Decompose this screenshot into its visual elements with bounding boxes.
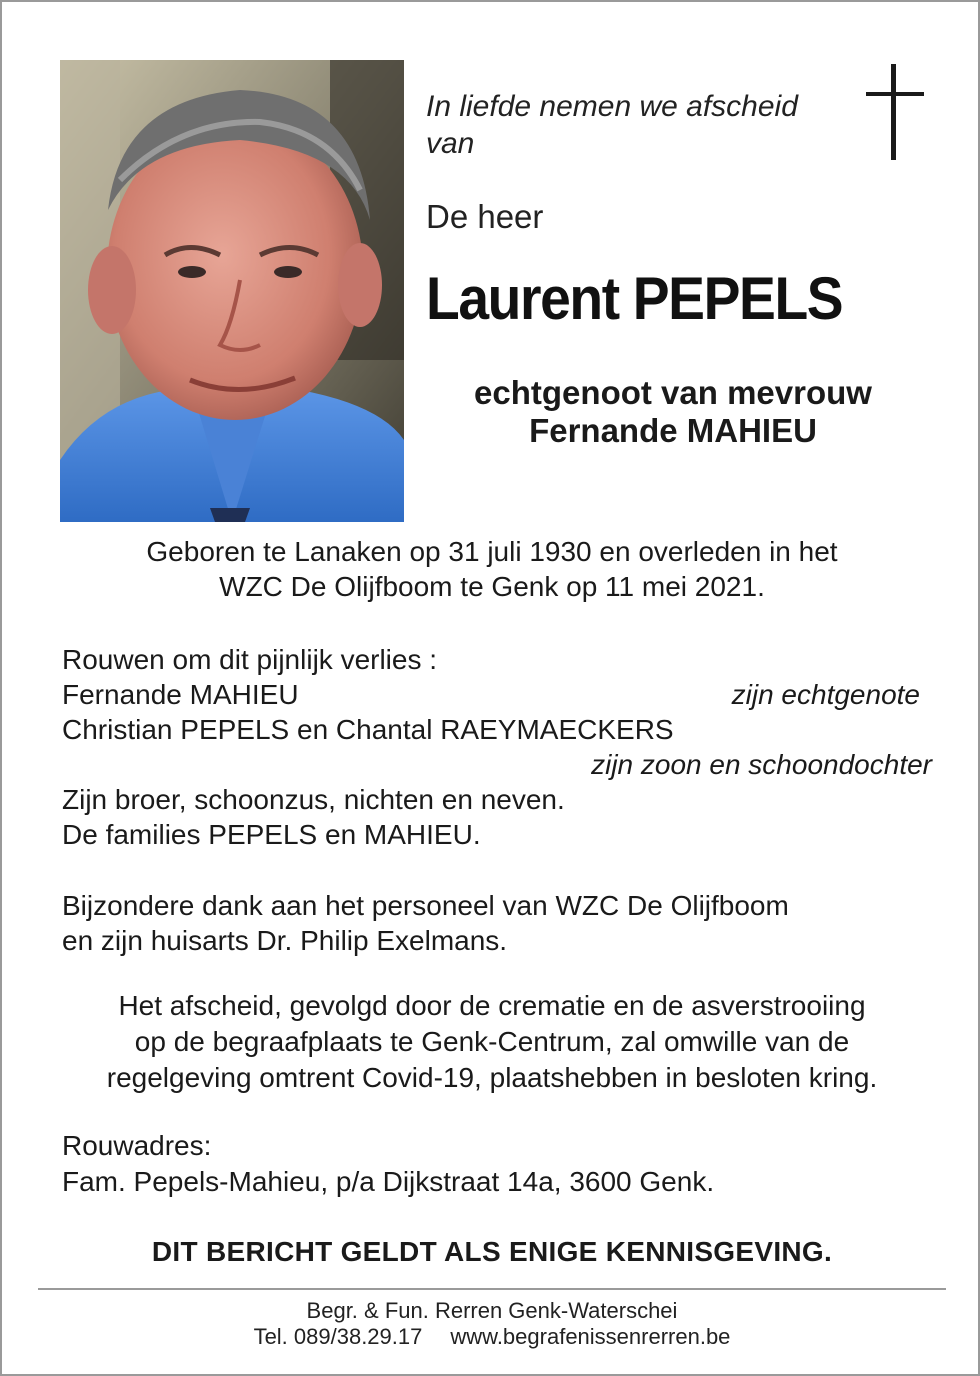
- thanks-line: en zijn huisarts Dr. Philip Exelmans.: [62, 925, 508, 956]
- spouse-name: Fernande MAHIEU: [529, 412, 817, 449]
- notice-text: DIT BERICHT GELDT ALS ENIGE KENNISGEVING.: [151, 1236, 833, 1267]
- intro-text: In liefde nemen we afscheid van: [426, 90, 798, 160]
- list-item: [62, 677, 932, 712]
- death-line: WZC De Olijfboom te Genk op 11 mei 2021.: [219, 571, 765, 602]
- mourner-others: Zijn broer, schoonzus, nichten en neven.: [62, 784, 565, 815]
- mourner-others: De families PEPELS en MAHIEU.: [62, 819, 481, 850]
- address-value: Fam. Pepels-Mahieu, p/a Dijkstraat 14a, 3600 Genk.: [62, 1166, 715, 1197]
- funeral-home-footer: [42, 1298, 942, 1350]
- mourner-relation: zijn echtgenote: [731, 679, 920, 710]
- ceremony-line: regelgeving omtrent Covid-19, plaatshebben in besloten kring.: [106, 1062, 878, 1093]
- mourner-name: Christian PEPELS en Chantal RAEYMAECKERS: [62, 714, 674, 745]
- address-label: Rouwadres:: [62, 1130, 212, 1161]
- spouse-block: [422, 374, 924, 450]
- mourner-relation: zijn zoon en schoondochter: [591, 749, 932, 780]
- phone-number: Tel. 089/38.29.17: [253, 1324, 423, 1349]
- thanks-text: [62, 888, 932, 958]
- portrait-photo: [60, 60, 404, 522]
- mourners-heading: Rouwen om dit pijnlijk verlies :: [62, 644, 438, 675]
- ceremony-line: op de begraafplaats te Genk-Centrum, zal omwille van de: [134, 1026, 850, 1057]
- birth-line: Geboren te Lanaken op 31 juli 1930 en overleden in het: [146, 536, 838, 567]
- mourner-name: Fernande MAHIEU: [62, 679, 299, 710]
- birth-death-info: [42, 534, 942, 604]
- ceremony-line: Het afscheid, gevolgd door de crematie en de asverstrooiing: [118, 990, 866, 1021]
- ceremony-text: [42, 988, 942, 1096]
- mourners-list: [62, 642, 932, 852]
- cross-icon: [866, 64, 924, 162]
- divider: [38, 1288, 946, 1290]
- title-prefix: De heer: [426, 198, 544, 235]
- deceased-name: Laurent PEPELS: [426, 265, 843, 332]
- thanks-line: Bijzondere dank aan het personeel van WZC De Olijfboom: [62, 890, 789, 921]
- spouse-line: echtgenoot van mevrouw: [474, 374, 872, 411]
- website-link: www.begrafenissenrerren.be: [450, 1324, 731, 1349]
- list-item: [62, 712, 932, 747]
- company-name: Begr. & Fun. Rerren Genk-Waterschei: [306, 1298, 678, 1323]
- condolence-address: [62, 1128, 932, 1200]
